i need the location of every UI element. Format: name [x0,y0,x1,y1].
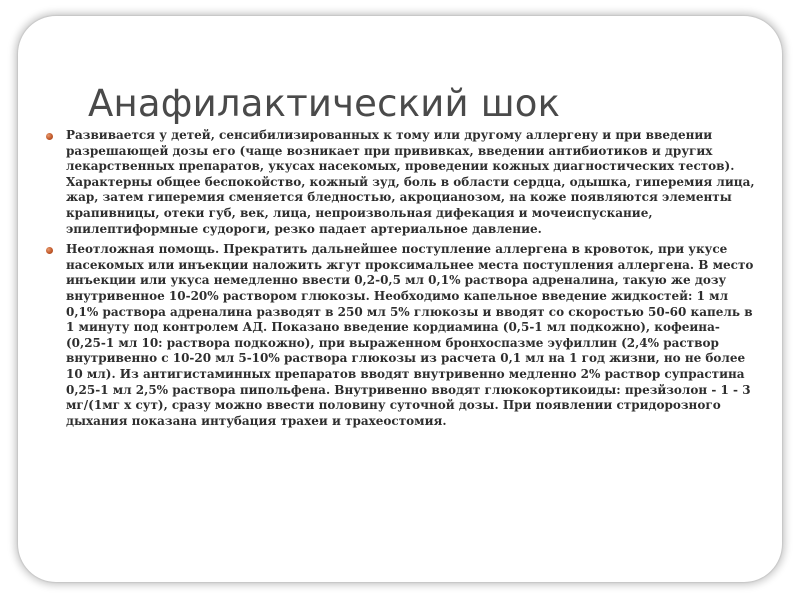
bullet-item-emergency-care [46,242,756,429]
bullet-item-symptoms [46,128,756,237]
bullet-text-symptoms: Развивается у детей, сенсибилизированных к тому или другому аллергену и при введении разрешающей дозы его (чаще возникает при прививках, введении антибиотиков и других лекарственных препаратов, укусах насекомых, проведении кожных диагностических тестов). Характерны общее беспокойство, кожный зуд, боль в области сердца, одышка, гиперемия лица, жар, затем гиперемия сменяется бледностью, акроцианозом, на коже появляются элементы крапивницы, отеки губ, век, лица, непроизвольная дифекация и мочеиспускание, эпилептиформные судороги, резко падает артериальное давление. [66,128,755,236]
bullet-icon [46,133,53,140]
slide-frame [18,16,782,582]
slide-body [46,128,756,434]
slide-title: Анафилактический шок [88,82,561,125]
bullet-icon [46,247,53,254]
bullet-text-emergency-care: Неотложная помощь. Прекратить дальнейшее поступление аллергена в кровоток, при укусе насекомых или инъекции наложить жгут проксимальнее места поступления аллергена. В место инъекции или укуса немедленно ввести 0,2-0,5 мл 0,1% раствора адреналина, такую же дозу внутривенное 10-20% раствором глюкозы. Необходимо капельное введение жидкостей: 1 мл 0,1% раствора адреналина разводят в 250 мл 5% глюкозы и вводят со скоростью 50-60 капель в 1 минуту под контролем АД. Показано введение кордиамина (0,5-1 мл подкожно), кофеина-(0,25-1 мл 10: раствора подкожно), при выраженном бронхоспазме эуфиллин (2,4% раствор внутривенно с 10-20 мл 5-10% раствора глюкозы из расчета 0,1 мл на 1 год жизни, но не более 10 мл). Из антигистаминных препаратов вводят внутривенно медленно 2% раствор супрастина 0,25-1 мл 2,5% раствора пипольфена. Внутривенно вводят глюкокортикоиды: презйзолон - 1 - 3 мг/(1мг х сут), сразу можно ввести половину суточной дозы. При появлении стридорозного дыхания показана интубация трахеи и трахеостомия. [66,242,754,428]
